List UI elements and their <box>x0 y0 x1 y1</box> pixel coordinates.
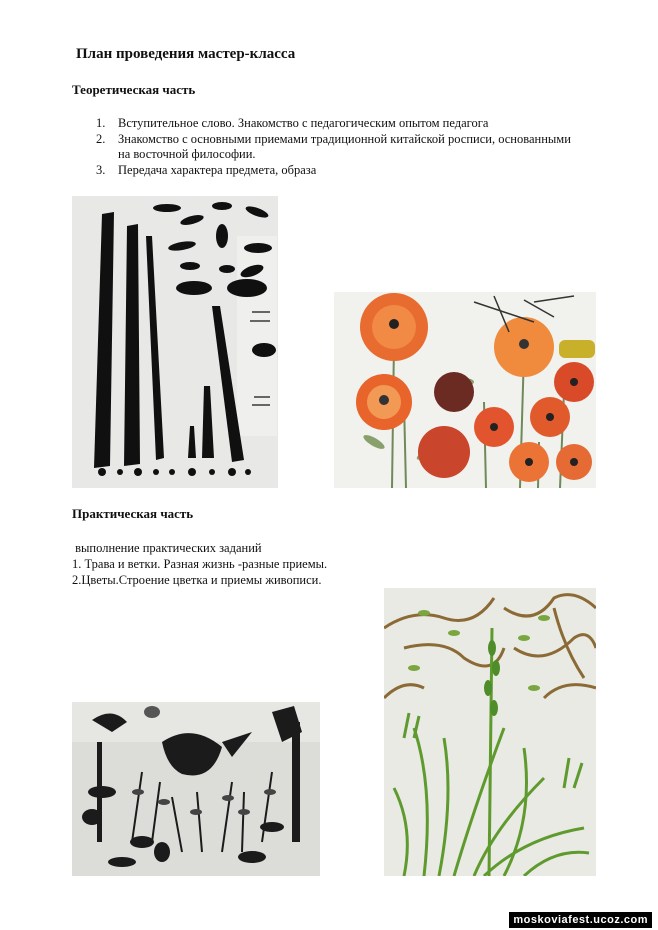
practice-line-1: 1. Трава и ветки. Разная жизнь -разные приемы. <box>72 557 328 571</box>
list-item-number: 2. <box>96 131 106 146</box>
list-item <box>96 163 576 179</box>
grass-branches-painting-photo <box>384 588 596 876</box>
site-watermark: moskoviafest.ucoz.com <box>509 912 652 928</box>
practice-line-2: 2.Цветы.Строение цветка и приемы живописи. <box>72 573 322 587</box>
birds-ink-painting-photo <box>72 702 320 876</box>
list-item <box>96 116 576 132</box>
list-item-number: 1. <box>96 116 106 130</box>
theory-list <box>96 116 576 178</box>
theory-heading: Теоретическая часть <box>72 82 196 97</box>
list-item-text: Знакомство с основными приемами традиционной китайской росписи, основанными на восточной философии. <box>118 131 571 161</box>
list-item-text: Передача характера предмета, образа <box>118 162 317 177</box>
list-item-number: 3. <box>96 162 106 177</box>
page-title: План проведения мастер-класса <box>76 46 296 62</box>
bamboo-painting-photo <box>72 196 278 488</box>
list-item-text: Вступительное слово. Знакомство с педагогическим опытом педагога <box>118 116 489 130</box>
practice-heading: Практическая часть <box>72 506 194 521</box>
list-item <box>96 132 576 163</box>
flowers-painting-photo <box>334 292 596 488</box>
practice-intro: выполнение практических заданий <box>72 541 262 555</box>
